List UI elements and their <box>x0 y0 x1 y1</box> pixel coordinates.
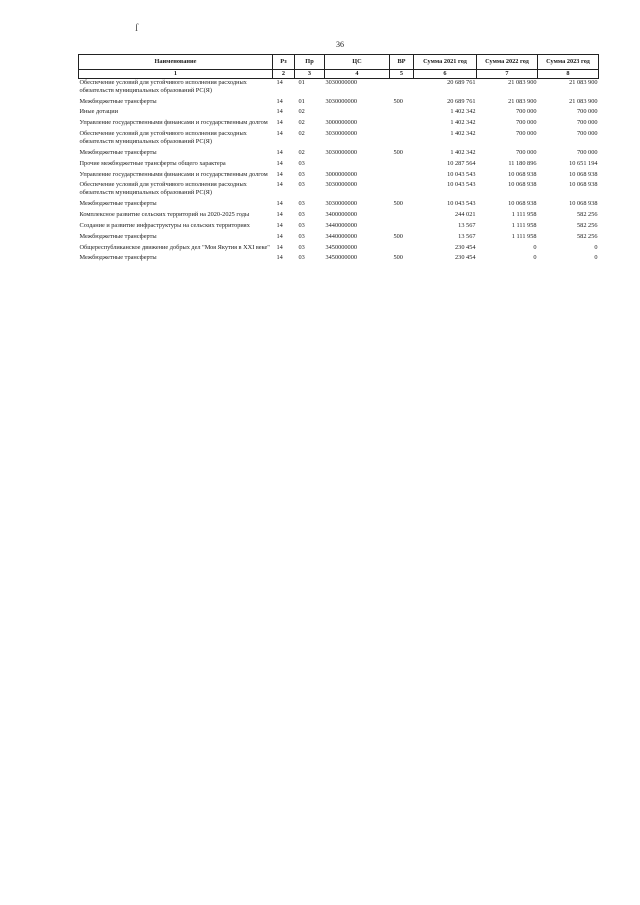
row-rz-cell: 14 <box>276 159 283 167</box>
row-sum-2022-cell: 10 068 938 <box>508 200 537 208</box>
row-sum-2023-cell: 21 083 900 <box>569 78 598 86</box>
row-rz-cell: 14 <box>276 97 283 105</box>
row-pr-cell: 03 <box>298 232 305 240</box>
row-sum-2023-cell: 10 068 938 <box>569 181 598 189</box>
row-sum-2023-cell: 582 256 <box>577 211 598 219</box>
row-sum-2021-cell: 10 043 543 <box>447 200 476 208</box>
column-number: 4 <box>325 69 390 78</box>
row-pr-cell: 03 <box>298 211 305 219</box>
column-header-vr: ВР <box>390 55 414 70</box>
table-row <box>79 119 599 130</box>
row-rz-cell: 14 <box>276 200 283 208</box>
row-sum-2022-cell: 10 068 938 <box>508 170 537 178</box>
row-pr-cell: 02 <box>298 130 305 138</box>
row-pr-cell: 03 <box>298 181 305 189</box>
row-rz-cell: 14 <box>276 78 283 86</box>
row-name-cell: Межбюджетные трансферты <box>79 97 157 105</box>
row-pr-cell: 01 <box>298 97 305 105</box>
row-cs-cell: 3450000000 <box>325 254 357 262</box>
table-row <box>79 211 599 222</box>
row-rz-cell: 14 <box>276 232 283 240</box>
row-cs-cell: 3000000000 <box>325 170 357 178</box>
row-rz-cell: 14 <box>276 181 283 189</box>
row-pr-cell: 03 <box>298 159 305 167</box>
row-name-cell: Межбюджетные трансферты <box>79 200 157 208</box>
table-row <box>79 149 599 160</box>
row-sum-2023-cell: 0 <box>594 254 598 262</box>
row-pr-cell: 03 <box>298 254 305 262</box>
row-sum-2023-cell: 10 068 938 <box>569 200 598 208</box>
row-sum-2022-cell: 700 000 <box>516 130 537 138</box>
column-header-sum-2021: Сумма 2021 год <box>414 55 477 70</box>
corner-handwritten-mark: ſ <box>135 22 139 34</box>
row-cs-cell: 3030000000 <box>325 200 357 208</box>
row-sum-2022-cell: 21 083 900 <box>508 78 537 86</box>
row-name-cell: Управление государственными финансами и государственным долгом <box>79 119 268 127</box>
row-name-cell: Управление государственными финансами и государственным долгом <box>79 170 268 178</box>
row-sum-2023-cell: 700 000 <box>577 148 598 156</box>
table-row <box>79 200 599 211</box>
column-number: 6 <box>414 69 477 78</box>
row-sum-2022-cell: 0 <box>533 243 537 251</box>
row-sum-2021-cell: 10 043 543 <box>447 181 476 189</box>
row-vr-cell <box>390 160 414 171</box>
row-name-cell: Межбюджетные трансферты <box>79 254 157 262</box>
row-sum-2023-cell: 700 000 <box>577 119 598 127</box>
row-vr-cell: 500 <box>393 200 403 208</box>
row-name-cell: Создание и развитие инфраструктуры на сельских территориях <box>79 221 250 229</box>
row-rz-cell: 14 <box>276 221 283 229</box>
row-sum-2022-cell: 1 111 958 <box>511 232 537 240</box>
row-sum-2021-cell: 13 567 <box>458 232 476 240</box>
row-name-cell: Обеспечение условий для устойчивого исполнения расходных обязательств муниципальных образований РС(Я) <box>79 78 247 94</box>
column-number: 7 <box>477 69 538 78</box>
column-header-cs: ЦС <box>325 55 390 70</box>
row-sum-2021-cell: 1 402 342 <box>450 108 476 116</box>
row-sum-2021-cell: 20 689 761 <box>447 97 476 105</box>
row-cs-cell: 3030000000 <box>325 148 357 156</box>
row-cs-cell <box>325 160 390 171</box>
row-vr-cell <box>390 119 414 130</box>
row-vr-cell: 500 <box>393 232 403 240</box>
row-rz-cell: 14 <box>276 243 283 251</box>
row-sum-2023-cell: 700 000 <box>577 108 598 116</box>
row-name-cell: Обеспечение условий для устойчивого исполнения расходных обязательств муниципальных образований РС(Я) <box>79 181 247 197</box>
row-sum-2023-cell: 0 <box>594 243 598 251</box>
row-pr-cell: 02 <box>298 108 305 116</box>
column-number: 8 <box>538 69 599 78</box>
row-sum-2021-cell: 244 021 <box>455 211 476 219</box>
row-name-cell: Иные дотации <box>79 108 119 116</box>
row-cs-cell: 3030000000 <box>325 78 357 86</box>
row-cs-cell: 3030000000 <box>325 97 357 105</box>
row-sum-2023-cell: 10 068 938 <box>569 170 598 178</box>
row-vr-cell <box>390 244 414 255</box>
row-cs-cell: 3400000000 <box>325 211 357 219</box>
header-row <box>79 55 599 70</box>
row-sum-2023-cell: 21 083 900 <box>569 97 598 105</box>
table-row <box>79 181 599 200</box>
row-rz-cell: 14 <box>276 254 283 262</box>
row-sum-2022-cell: 21 083 900 <box>508 97 537 105</box>
table-row <box>79 254 599 265</box>
row-sum-2021-cell: 1 402 342 <box>450 119 476 127</box>
row-rz-cell: 14 <box>276 148 283 156</box>
row-vr-cell <box>390 130 414 149</box>
row-sum-2023-cell: 700 000 <box>577 130 598 138</box>
row-sum-2021-cell: 230 454 <box>455 243 476 251</box>
table-row <box>79 244 599 255</box>
table-row <box>79 98 599 109</box>
row-vr-cell <box>390 222 414 233</box>
column-header-pr: Пр <box>295 55 325 70</box>
row-rz-cell: 14 <box>276 130 283 138</box>
row-sum-2023-cell: 582 256 <box>577 232 598 240</box>
row-sum-2021-cell: 13 567 <box>458 221 476 229</box>
row-name-cell: Межбюджетные трансферты <box>79 148 157 156</box>
row-vr-cell <box>390 171 414 182</box>
column-number: 2 <box>273 69 295 78</box>
row-vr-cell <box>390 211 414 222</box>
column-number-row <box>79 69 599 78</box>
column-header-sum-2022: Сумма 2022 год <box>477 55 538 70</box>
row-cs-cell: 3450000000 <box>325 243 357 251</box>
row-name-cell: Прочие межбюджетные трансферты общего характера <box>79 159 226 167</box>
column-header-name: Наименование <box>79 55 273 70</box>
row-name-cell: Межбюджетные трансферты <box>79 232 157 240</box>
row-sum-2022-cell: 11 180 896 <box>508 159 537 167</box>
table-body <box>79 78 599 265</box>
row-sum-2023-cell: 10 651 194 <box>569 159 598 167</box>
row-sum-2021-cell: 20 689 761 <box>447 78 476 86</box>
row-cs-cell: 3030000000 <box>325 181 357 189</box>
row-name-cell: Обеспечение условий для устойчивого исполнения расходных обязательств муниципальных образований РС(Я) <box>79 130 247 146</box>
budget-table <box>78 54 599 265</box>
row-rz-cell: 14 <box>276 211 283 219</box>
row-vr-cell <box>390 108 414 119</box>
table-row <box>79 171 599 182</box>
table-row <box>79 130 599 149</box>
row-name-cell: Общереспубликанское движение добрых дел "Моя Якутия в XXI веке" <box>79 243 270 251</box>
row-sum-2022-cell: 700 000 <box>516 119 537 127</box>
column-header-rz: Рз <box>273 55 295 70</box>
table-row <box>79 108 599 119</box>
row-pr-cell: 02 <box>298 148 305 156</box>
column-number: 5 <box>390 69 414 78</box>
row-sum-2021-cell: 230 454 <box>455 254 476 262</box>
row-sum-2022-cell: 10 068 938 <box>508 181 537 189</box>
row-name-cell: Комплексное развитие сельских территорий на 2020-2025 годы <box>79 211 250 219</box>
row-cs-cell: 3440000000 <box>325 232 357 240</box>
row-sum-2021-cell: 10 043 543 <box>447 170 476 178</box>
row-cs-cell: 3000000000 <box>325 119 357 127</box>
row-rz-cell: 14 <box>276 170 283 178</box>
row-sum-2022-cell: 700 000 <box>516 148 537 156</box>
table-row <box>79 233 599 244</box>
table-row <box>79 78 599 97</box>
row-sum-2022-cell: 0 <box>533 254 537 262</box>
column-number: 3 <box>295 69 325 78</box>
row-sum-2022-cell: 700 000 <box>516 108 537 116</box>
row-pr-cell: 03 <box>298 170 305 178</box>
row-cs-cell <box>325 108 390 119</box>
row-pr-cell: 01 <box>298 78 305 86</box>
row-rz-cell: 14 <box>276 119 283 127</box>
row-sum-2021-cell: 1 402 342 <box>450 130 476 138</box>
row-pr-cell: 03 <box>298 200 305 208</box>
row-sum-2021-cell: 10 287 564 <box>447 159 476 167</box>
table-row <box>79 160 599 171</box>
row-cs-cell: 3440000000 <box>325 221 357 229</box>
row-vr-cell: 500 <box>393 97 403 105</box>
row-rz-cell: 14 <box>276 108 283 116</box>
column-number: 1 <box>79 69 273 78</box>
row-pr-cell: 02 <box>298 119 305 127</box>
row-sum-2023-cell: 582 256 <box>577 221 598 229</box>
row-vr-cell <box>390 78 414 97</box>
row-vr-cell: 500 <box>393 148 403 156</box>
row-pr-cell: 03 <box>298 243 305 251</box>
page-number: 36 <box>336 40 344 49</box>
row-sum-2022-cell: 1 111 958 <box>511 211 537 219</box>
row-vr-cell: 500 <box>393 254 403 262</box>
row-sum-2021-cell: 1 402 342 <box>450 148 476 156</box>
table-row <box>79 222 599 233</box>
row-vr-cell <box>390 181 414 200</box>
row-cs-cell: 3030000000 <box>325 130 357 138</box>
column-header-sum-2023: Сумма 2023 год <box>538 55 599 70</box>
row-sum-2022-cell: 1 111 958 <box>511 221 537 229</box>
row-pr-cell: 03 <box>298 221 305 229</box>
